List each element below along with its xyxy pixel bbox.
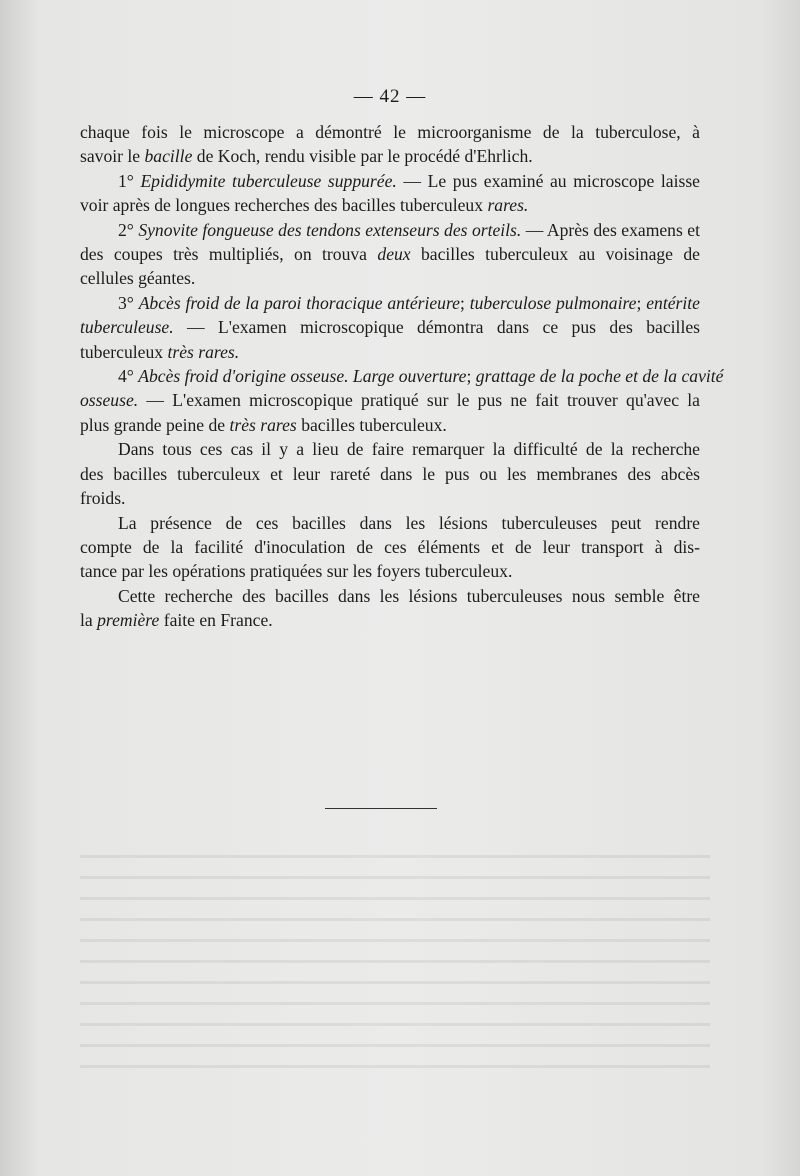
text-line bbox=[80, 511, 700, 535]
text-run: bacilles tuberculeux. bbox=[296, 414, 447, 435]
text-run: — L'examen microscopique démontra dans ce pus des bacilles bbox=[173, 317, 700, 338]
text-run: savoir le bbox=[80, 146, 145, 167]
text-line bbox=[80, 535, 700, 559]
text-run: la bbox=[80, 610, 98, 631]
italic-text: osseuse. bbox=[80, 390, 139, 411]
text-run: tance par les opérations pratiquées sur les foyers tuberculeux. bbox=[80, 561, 513, 582]
text-run: — L'examen microscopique pratiqué sur le pus ne fait trouver qu'avec la bbox=[138, 390, 700, 411]
text-line bbox=[80, 608, 700, 632]
text-run: 1° bbox=[118, 170, 141, 191]
text-line bbox=[80, 340, 700, 364]
text-run: bacilles tuberculeux au voisinage de bbox=[410, 244, 700, 265]
text-run: — Le pus examiné au microscope laisse bbox=[396, 170, 700, 191]
italic-text: très rares. bbox=[167, 341, 240, 362]
italic-text: Synovite fongueuse des tendons extenseurs des orteils. bbox=[138, 219, 522, 240]
text-line bbox=[80, 169, 700, 193]
text-line bbox=[80, 413, 700, 437]
text-run: ; bbox=[466, 366, 476, 387]
text-line bbox=[80, 315, 700, 339]
text-line bbox=[80, 462, 700, 486]
text-line bbox=[80, 218, 700, 242]
italic-text: deux bbox=[377, 244, 411, 265]
text-line bbox=[80, 437, 700, 461]
text-run: des coupes très multipliés, on trouva bbox=[80, 244, 378, 265]
body-text bbox=[80, 120, 724, 633]
text-run: faite en France. bbox=[159, 610, 273, 631]
italic-text: première bbox=[97, 610, 160, 631]
text-run: plus grande peine de bbox=[80, 414, 230, 435]
section-rule bbox=[325, 808, 437, 809]
text-run: cellules géantes. bbox=[80, 268, 196, 289]
text-run: des bacilles tuberculeux et leur rareté dans le pus ou les membranes des abcès bbox=[80, 463, 700, 484]
text-run: La présence de ces bacilles dans les lésions tuberculeuses peut rendre bbox=[118, 512, 700, 533]
text-run: Cette recherche des bacilles dans les lésions tuberculeuses nous semble être bbox=[118, 585, 700, 606]
text-run: Dans tous ces cas il y a lieu de faire remarquer la difficulté de la recherche bbox=[118, 439, 700, 460]
text-run: tuberculeux bbox=[80, 341, 168, 362]
italic-text: Abcès froid de la paroi thoracique antérieure bbox=[138, 292, 460, 313]
text-line bbox=[80, 144, 700, 168]
text-run: ; bbox=[636, 292, 647, 313]
text-run: 3° bbox=[118, 292, 139, 313]
italic-text: tuberculose pulmonaire bbox=[469, 292, 637, 313]
italic-text: grattage de la poche et de la cavité bbox=[475, 366, 724, 387]
text-line bbox=[80, 584, 700, 608]
italic-text: rares. bbox=[487, 195, 529, 216]
text-run: de Koch, rendu visible par le procédé d'Ehrlich. bbox=[192, 146, 533, 167]
text-line bbox=[80, 388, 700, 412]
italic-text: entérite bbox=[646, 292, 700, 313]
italic-text: tuberculeuse. bbox=[80, 317, 174, 338]
text-line bbox=[80, 486, 700, 510]
text-line bbox=[80, 559, 700, 583]
text-line bbox=[80, 266, 700, 290]
text-run: chaque fois le microscope a démontré le microorganisme de la tuberculose, à bbox=[80, 122, 700, 142]
text-line bbox=[80, 193, 700, 217]
italic-text: très rares bbox=[229, 414, 297, 435]
page-number: — 42 — bbox=[353, 86, 427, 107]
bleed-through-texture bbox=[80, 845, 710, 1075]
text-line bbox=[80, 120, 700, 144]
text-run: 2° bbox=[118, 219, 139, 240]
text-run: froids. bbox=[80, 488, 126, 509]
italic-text: Abcès froid d'origine osseuse. Large ouverture bbox=[138, 366, 467, 387]
text-run: voir après de longues recherches des bacilles tuberculeux bbox=[80, 195, 488, 216]
text-run: ; bbox=[459, 292, 470, 313]
text-line bbox=[80, 291, 700, 315]
text-run: 4° bbox=[118, 366, 139, 387]
text-line bbox=[80, 242, 700, 266]
italic-text: bacille bbox=[144, 146, 193, 167]
text-run: — Après des examens et bbox=[521, 219, 700, 240]
text-run: compte de la facilité d'inoculation de ces éléments et de leur transport à dis- bbox=[80, 536, 700, 557]
italic-text: Epididymite tuberculeuse suppurée. bbox=[140, 170, 397, 191]
text-line bbox=[80, 364, 724, 388]
